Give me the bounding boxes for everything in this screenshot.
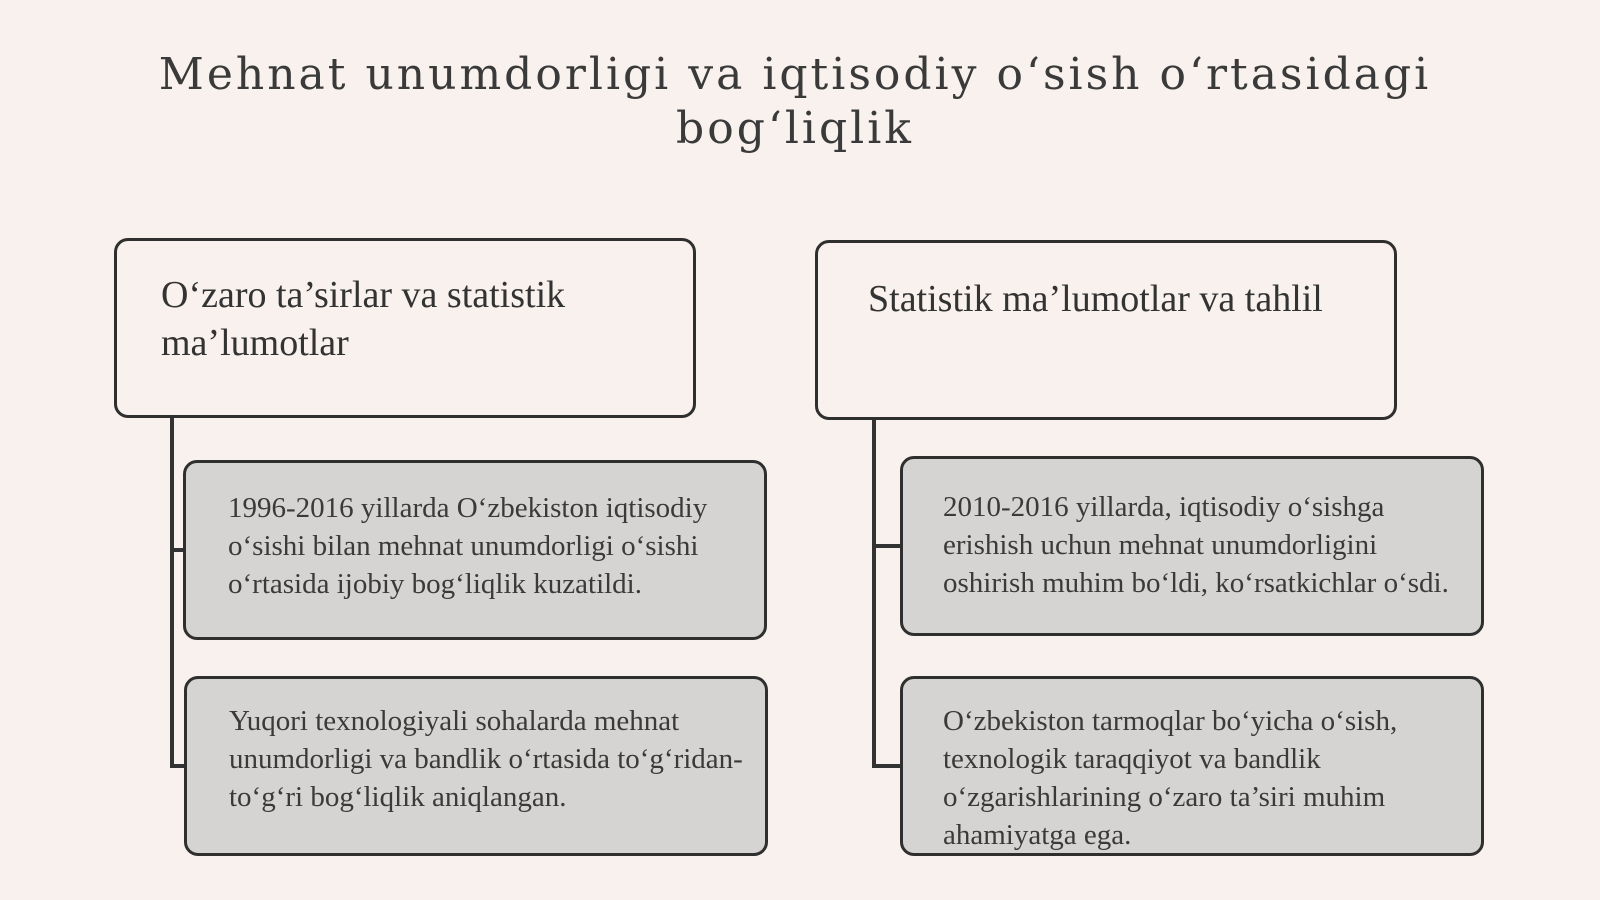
right-item-text-2: O‘zbekiston tarmoqlar bo‘yicha o‘sish, texnologik taraqqiyot va bandlik o‘zgarishlarining o‘zaro ta’siri muhim ahamiyatga ega. (943, 705, 1398, 851)
right-branch-connector-2 (872, 764, 902, 768)
right-item-box-2 (900, 676, 1484, 856)
right-header-box (815, 240, 1397, 420)
left-vertical-connector (170, 410, 174, 768)
right-branch-connector-1 (872, 544, 902, 548)
slide-title: Mehnat unumdorligi va iqtisodiy o‘sish o‘rtasidagi bog‘liqlik (158, 49, 1432, 154)
left-header-text: O‘zaro ta’sirlar va statistik ma’lumotlar (161, 274, 566, 364)
left-item-text-1: 1996-2016 yillarda O‘zbekiston iqtisodiy o‘sishi bilan mehnat unumdorligi o‘sishi o‘rtasida ijobiy bog‘liqlik kuzatildi. (228, 492, 708, 600)
left-item-box-2 (184, 676, 768, 856)
left-item-text-2: Yuqori texnologiyali sohalarda mehnat unumdorligi va bandlik o‘rtasida to‘g‘ridan-to‘g‘ri bog‘liqlik aniqlangan. (229, 705, 743, 813)
right-item-box-1 (900, 456, 1484, 636)
left-header-box (114, 238, 696, 418)
right-item-text-1: 2010-2016 yillarda, iqtisodiy o‘sishga erishish uchun mehnat unumdorligini oshirish muhim bo‘ldi, ko‘rsatkichlar o‘sdi. (943, 491, 1449, 599)
right-vertical-connector (872, 410, 876, 768)
left-item-box-1 (183, 460, 767, 640)
right-header-text: Statistik ma’lumotlar va tahlil (868, 278, 1323, 320)
